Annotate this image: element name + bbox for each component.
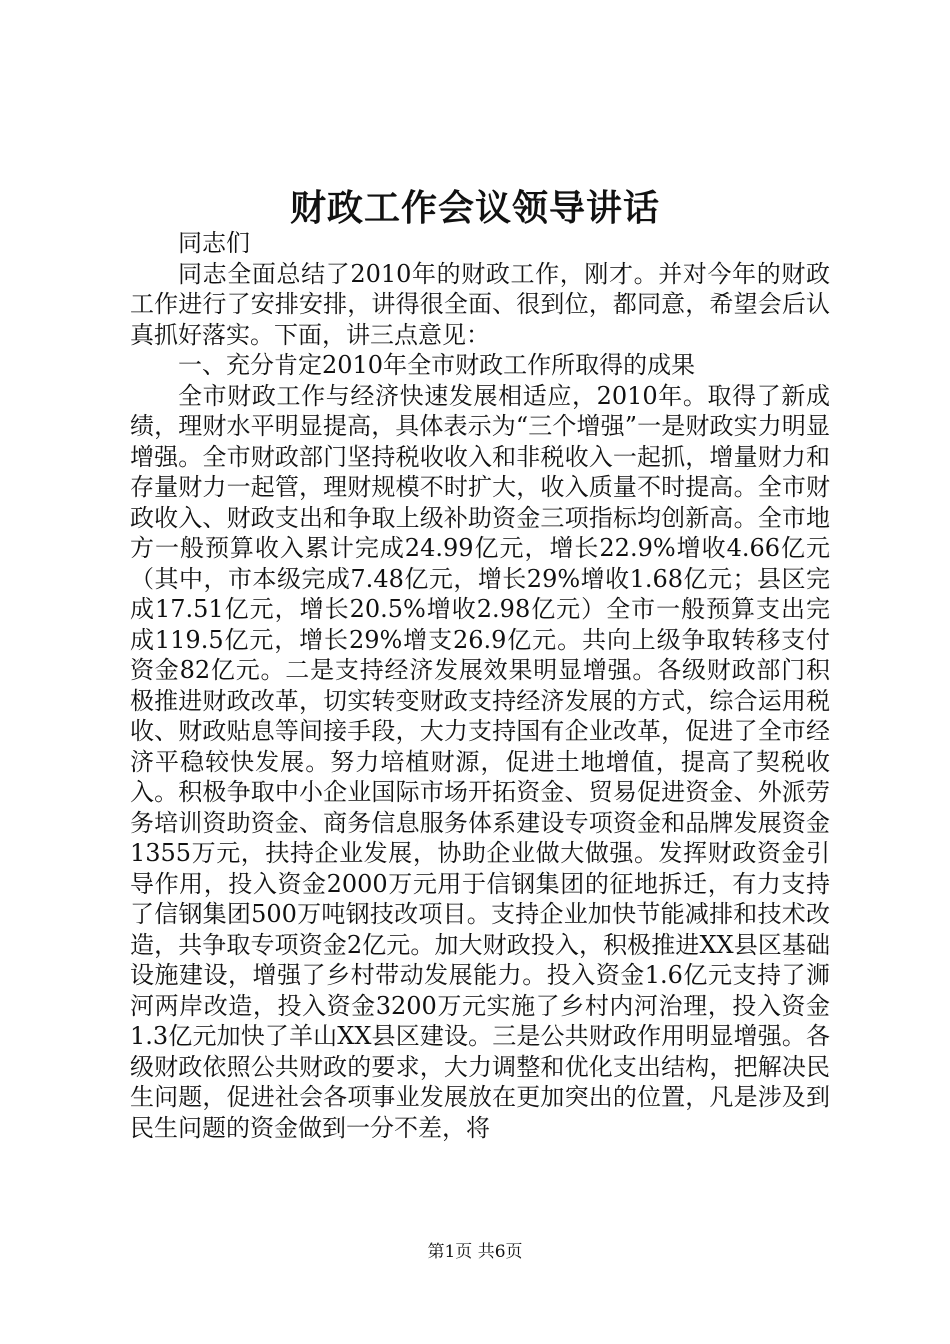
intro-paragraph: 同志全面总结了2010年的财政工作，刚才。并对今年的财政工作进行了安排安排，讲得很全面、很到位，都同意，希望会后认真抓好落实。下面，讲三点意见： (130, 259, 830, 349)
page-number-footer: 第1页 共6页 (427, 1242, 523, 1262)
section-heading-1: 一、充分肯定2010年全市财政工作所取得的成果 (178, 351, 696, 379)
body-paragraph: 全市财政工作与经济快速发展相适应，2010年。取得了新成绩，理财水平明显提高，具体表示为“三个增强”一是财政实力明显增强。全市财政部门坚持税收收入和非税收入一起抓，增量财力和存量财力一起管，理财规模不时扩大，收入质量不时提高。全市财政收入、财政支出和争取上级补助资金三项指标均创新高。全市地方一般预算收入累计完成24.99亿元，增长22.9%增收4.66亿元（其中，市本级完成7.48亿元，增长29%增收1.68亿元；县区完成17.51亿元，增长20.5%增收2.98亿元）全市一般预算支出完成119.5亿元，增长29%增支26.9亿元。共向上级争取转移支付资金82亿元。二是支持经济发展效果明显增强。各级财政部门积极推进财政改革，切实转变财政支持经济发展的方式，综合运用税收、财政贴息等间接手段，大力支持国有企业改革，促进了全市经济平稳较快发展。努力培植财源，促进土地增值，提高了契税收入。积极争取中小企业国际市场开拓资金、贸易促进资金、外派劳务培训资助资金、商务信息服务体系建设专项资金和品牌发展资金1355万元，扶持企业发展，协助企业做大做强。发挥财政资金引导作用，投入资金2000万元用于信钢集团的征地拆迁，有力支持了信钢集团500万吨钢技改项目。支持企业加快节能减排和技术改造，共争取专项资金2亿元。加大财政投入，积极推进XX县区基础设施建设，增强了乡村带动发展能力。投入资金1.6亿元支持了浉河两岸改造，投入资金3200万元实施了乡村内河治理，投入资金1.3亿元加快了羊山XX县区建设。三是公共财政作用明显增强。各级财政依照公共财政的要求，大力调整和优化支出结构，把解决民生问题，促进社会各项事业发展放在更加突出的位置，凡是涉及到民生问题的资金做到一分不差，将 (130, 381, 830, 1142)
salutation-paragraph: 同志们 (178, 229, 250, 257)
document-body (130, 228, 830, 1143)
document-title: 财政工作会议领导讲话 (289, 187, 660, 229)
